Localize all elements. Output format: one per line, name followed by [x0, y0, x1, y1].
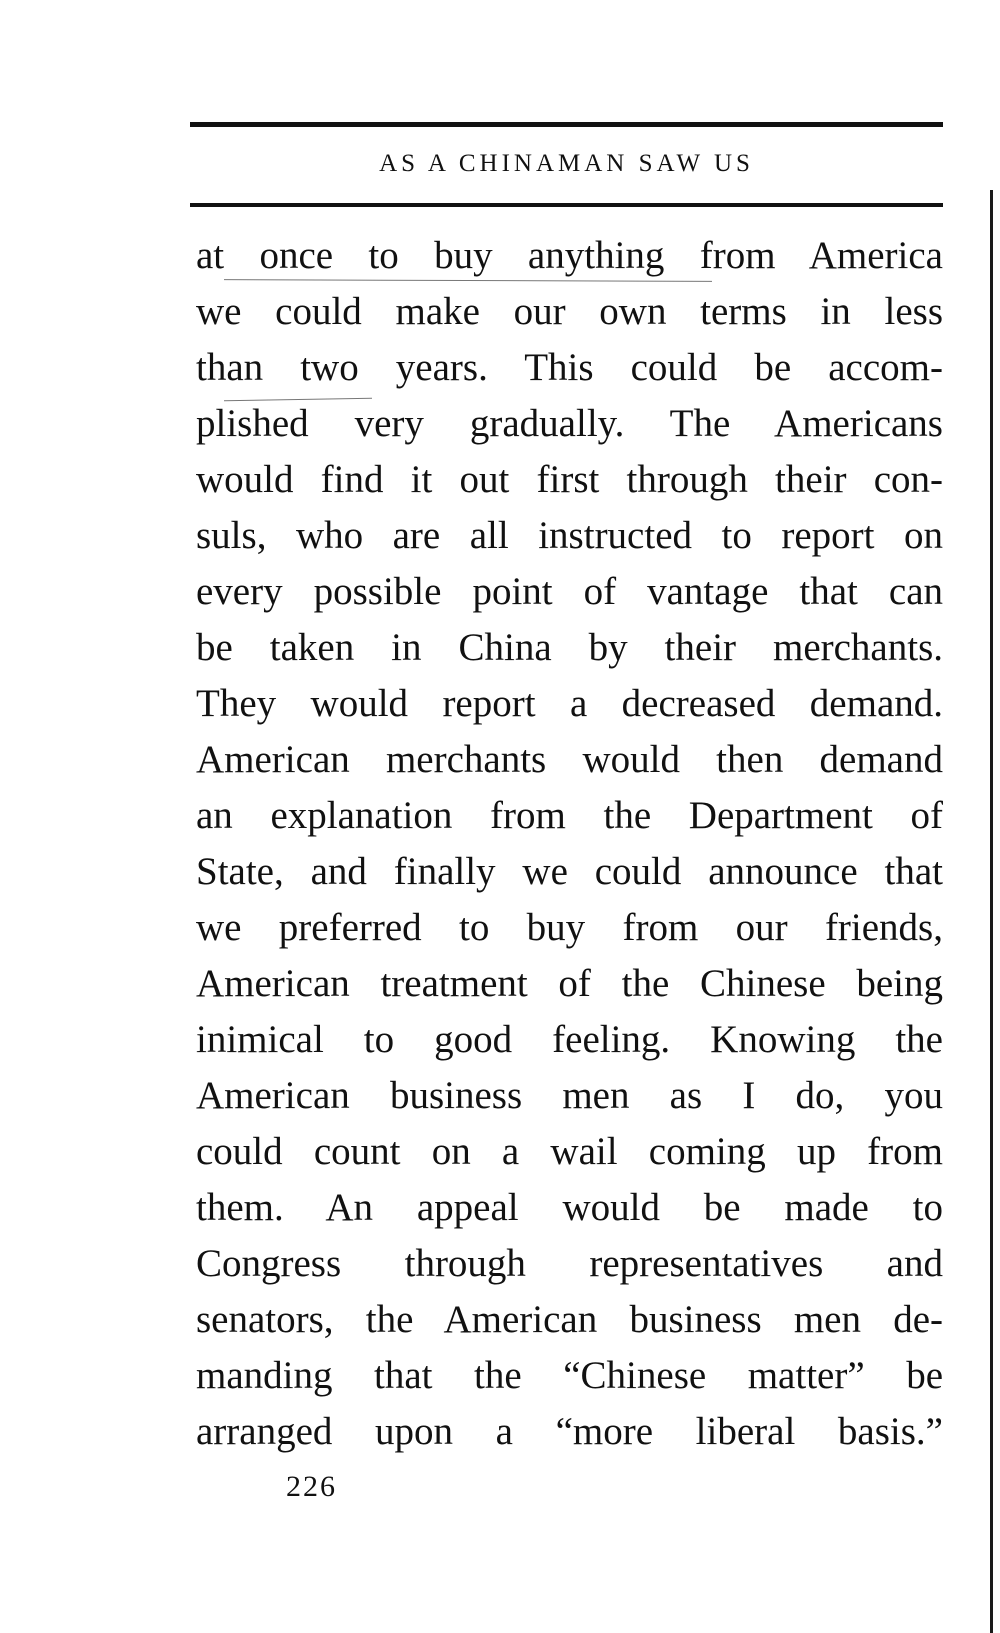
text-line: Congress through representatives and	[196, 1242, 943, 1285]
text-line: than two years. This could be accom-	[196, 346, 943, 389]
text-line: State, and finally we could announce that	[196, 850, 943, 893]
text-line: could count on a wail coming up from	[196, 1130, 943, 1173]
header-rule-bottom	[190, 203, 943, 207]
page-edge-shadow	[990, 190, 993, 1633]
text-line: manding that the “Chinese matter” be	[196, 1354, 943, 1397]
text-line: every possible point of vantage that can	[196, 570, 943, 613]
text-line: them. An appeal would be made to	[196, 1186, 943, 1229]
text-line: would find it out first through their con-	[196, 458, 943, 501]
text-line: inimical to good feeling. Knowing the	[196, 1018, 943, 1061]
text-line: American treatment of the Chinese being	[196, 962, 943, 1005]
page-number: 226	[286, 1470, 337, 1503]
running-head: AS A CHINAMAN SAW US	[379, 150, 754, 177]
text-line: be taken in China by their merchants.	[196, 626, 943, 669]
text-line: we could make our own terms in less	[196, 290, 943, 333]
body-text	[196, 228, 943, 1460]
text-line: suls, who are all instructed to report on	[196, 514, 943, 557]
text-line: we preferred to buy from our friends,	[196, 906, 943, 949]
text-line: American business men as I do, you	[196, 1074, 943, 1117]
text-line: plished very gradually. The Americans	[196, 402, 943, 445]
text-line: arranged upon a “more liberal basis.”	[196, 1410, 943, 1453]
text-line: American merchants would then demand	[196, 738, 943, 781]
header-rule-top	[190, 122, 943, 127]
text-line: at once to buy anything from America	[196, 234, 943, 277]
text-line: They would report a decreased demand.	[196, 682, 943, 725]
text-line: senators, the American business men de-	[196, 1298, 943, 1341]
text-line: an explanation from the Department of	[196, 794, 943, 837]
